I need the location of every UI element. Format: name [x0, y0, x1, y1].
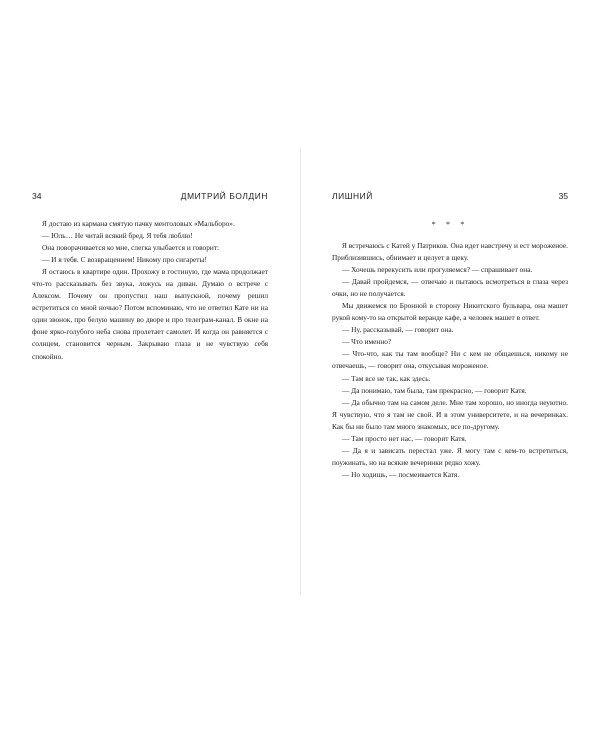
- section-break: * * *: [431, 219, 469, 229]
- running-title: ЛИШНИЙ: [332, 191, 373, 201]
- paragraph: — Хочешь перекусить или прогуляемся? — спрашивает она.: [342, 265, 533, 275]
- book-gutter: [300, 148, 301, 595]
- paragraph: — Там просто нет нас, — говорит Катя.: [342, 433, 467, 443]
- right-running-head: [332, 191, 568, 205]
- paragraph: Я остаюсь в квартире один. Прохожу в гостиную, где мама продолжает что-то рассказывать без звука, ложусь на диван. Думаю о встрече с Алексом. Почему он пропустил наш выпускной, почему решил встретиться со мной ночью? Потом вспоминаю, что не ответил Кате ни на один звонок, про белую машину во дворе и про телеграм-канал. В окне на фоне ярко-голубого неба снова пролетает самолет. И когда он равняется с солнцем, становится черным. Закрываю глаза и не чувствую себя спокойно.: [32, 267, 268, 361]
- left-body-text: [32, 218, 268, 363]
- paragraph: — Ну, рассказывай, — говорит она.: [342, 325, 454, 335]
- paragraph: — Да понимаю, там была, там прекрасно, — говорит Катя.: [342, 385, 527, 395]
- running-title: ДМИТРИЙ БОЛДИН: [180, 191, 268, 201]
- page-number: 34: [32, 191, 42, 201]
- paragraph: — Давай пройдемся, — отвечаю и пытаюсь всмотреться в глаза через очки, но не получается.: [332, 277, 568, 299]
- paragraph: — Да обычно там на самом деле. Мне там хорошо, но иногда неуютно. Я чувствую, что я там не свой. И в этом университете, и на вечеринках. Как бы ни было там много знакомых, все по-другому.: [332, 397, 568, 431]
- paragraph: — Но ходишь, — посмеивается Катя.: [342, 469, 460, 479]
- right-body-text: [332, 240, 568, 481]
- paragraph: — Что-что, как ты там вообще? Ни с кем не общаешься, никому не отвечаешь, — говорит она, откусывая мороженое.: [332, 349, 568, 371]
- paragraph: — Юль… Не читай всякий бред. Я тебя люблю!: [42, 231, 193, 241]
- left-running-head: [32, 191, 268, 205]
- paragraph: Я встречаюсь с Катей у Патриков. Она идет навстречу и ест мороженое. Приблизившись, обнимает и целует в щеку.: [332, 241, 568, 263]
- paragraph: — И я тебя. С возвращением! Никому про сигареты!: [42, 255, 207, 265]
- paragraph: Она поворачивается ко мне, слегка улыбается и говорит:: [42, 243, 220, 253]
- page-number: 35: [558, 191, 568, 201]
- paragraph: — Да я и зависать перестал уже. Я могу там с кем-то встретиться, поужинать, но на всякие вечеринки редко хожу.: [332, 445, 568, 467]
- paragraph: — Что именно?: [342, 337, 392, 347]
- paragraph: Мы движемся по Бронной в сторону Никитского бульвара, она машет рукой кому-то на открытой веранде кафе, а человек машет в ответ.: [332, 301, 568, 323]
- paragraph: Я достаю из кармана смятую пачку ментоловых «Мальборо».: [42, 219, 235, 228]
- paragraph: — Там все не так, как здесь.: [342, 373, 431, 383]
